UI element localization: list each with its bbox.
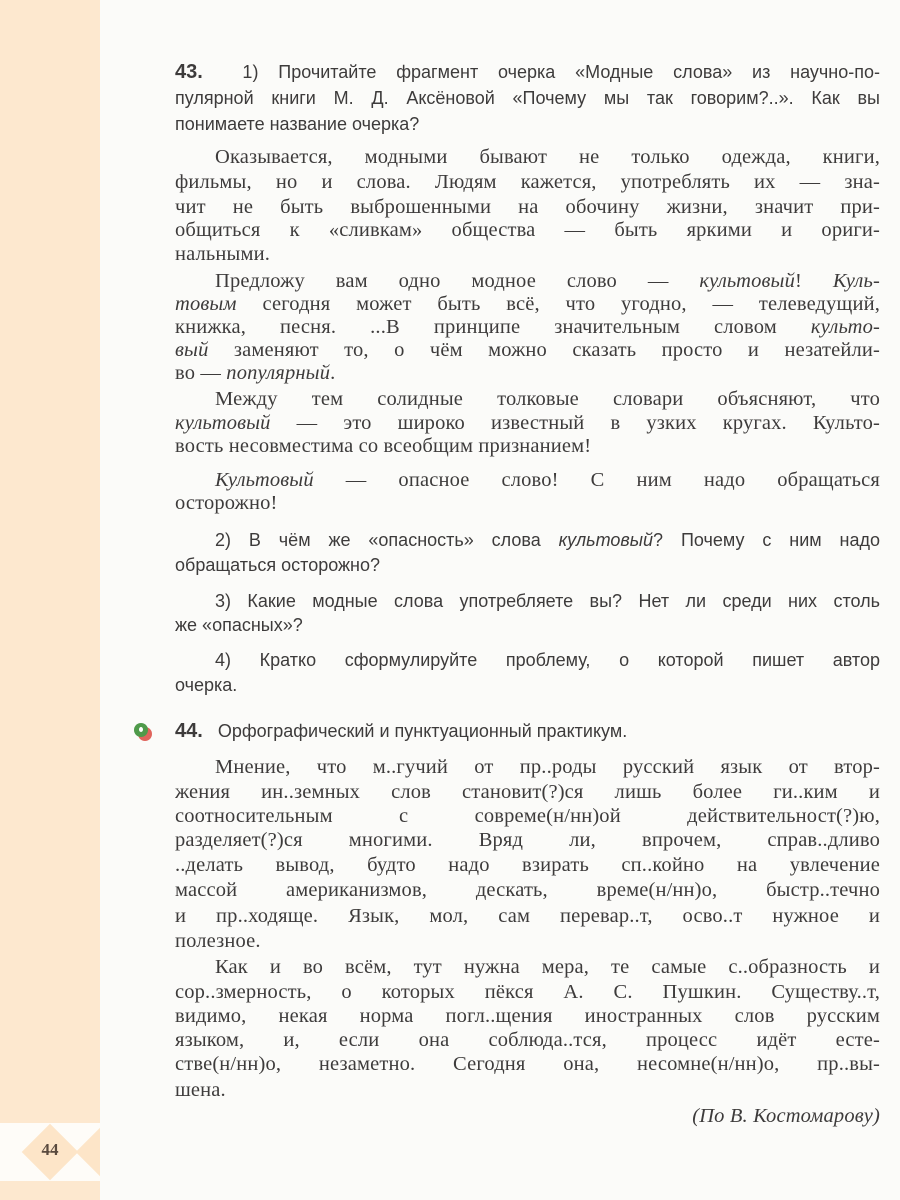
text-segment: 4) Кратко сформулируйте проблему, о которой пишет автор (215, 650, 880, 670)
text-segment: во — (175, 362, 227, 384)
italic-term: вый (175, 339, 209, 361)
text-segment: жения ин..земных слов становит(?)ся лишь более ги..ким и (175, 781, 880, 803)
text-segment: стве(н/нн)о, незаметно. Сегодня она, несомне(н/нн)о, пр..вы- (175, 1053, 880, 1075)
exercise-number: 44. (175, 720, 203, 742)
text-line (175, 827, 880, 853)
text-line (175, 877, 880, 903)
text-segment: . (330, 362, 336, 384)
text-segment: фильмы, но и слова. Людям кажется, употреблять их — зна- (175, 171, 880, 193)
text-line (175, 169, 880, 195)
text-segment: Между тем солидные толковые словари объясняют, что (215, 388, 880, 410)
text-segment: Орфографический и пунктуационный практикум. (202, 721, 628, 741)
italic-term: культовый (175, 412, 271, 434)
italic-term: популярный (226, 362, 331, 384)
page-number: 44 (41, 1140, 59, 1159)
text-line (175, 85, 880, 111)
text-segment: обращаться осторожно? (175, 555, 381, 575)
text-segment: же «опасных»? (175, 615, 303, 635)
text-segment: понимаете название очерка? (175, 114, 420, 134)
text-line (175, 386, 880, 412)
text-segment: общиться к «сливкам» общества — быть яркими и ориги- (175, 219, 880, 241)
text-line (175, 718, 880, 744)
text-line (175, 928, 880, 954)
italic-term: (По В. Костомарову) (692, 1105, 880, 1127)
text-segment: языком, и, если она соблюда..тся, процесс идёт есте- (175, 1029, 880, 1051)
text-segment: и пр..ходяще. Язык, мол, сам перевар..т, осво..т нужное и (175, 905, 880, 927)
text-line (175, 1003, 880, 1029)
text-segment: разделяет(?)ся многими. Вряд ли, впрочем, справ..дливо (175, 829, 880, 851)
page-margin-strip (0, 0, 100, 1200)
text-segment: 3) Какие модные слова употребляете вы? Нет ли среди них столь (215, 591, 880, 611)
text-segment: видимо, некая норма погл..щения иностранных слов русским (175, 1005, 880, 1027)
text-segment: 2) В чём же «опасность» слова (215, 530, 559, 550)
text-segment: шена. (175, 1079, 226, 1101)
text-segment: — это широко известный в узких кругах. Культо- (270, 412, 880, 434)
text-line (175, 241, 880, 267)
text-segment: полезное. (175, 930, 261, 952)
text-line (175, 360, 880, 386)
text-line (175, 527, 880, 553)
text-line (175, 490, 880, 516)
italic-term: культовый (558, 530, 654, 550)
text-line (175, 672, 880, 698)
text-line (175, 647, 880, 673)
text-line (175, 852, 880, 878)
orthography-practice-icon (134, 723, 156, 743)
text-line (175, 433, 880, 459)
text-segment: Как и во всём, тут нужна мера, те самые с..образность и (215, 956, 880, 978)
text-segment: — опасное слово! С ним надо обращаться (313, 469, 880, 491)
italic-term: Культовый (215, 469, 314, 491)
text-segment: Предложу вам одно модное слово — (215, 270, 700, 292)
text-line (175, 779, 880, 805)
text-line (175, 979, 880, 1005)
text-segment: очерка. (175, 675, 238, 695)
text-segment: соотносительным с совреме(н/нн)ой действительност(?)ю, (175, 805, 880, 827)
italic-term: товым (175, 293, 237, 315)
text-segment: сегодня может быть всё, что угодно, — телеведущий, (236, 293, 880, 315)
text-segment: заменяют то, о чём можно сказать просто и незатейли- (208, 339, 880, 361)
text-segment: ? Почему с ним надо (653, 530, 880, 550)
text-segment: нальными. (175, 243, 270, 265)
text-line (175, 954, 880, 980)
italic-term: культовый (699, 270, 795, 292)
text-segment: осторожно! (175, 492, 278, 514)
text-segment: Оказывается, модными бывают не только одежда, книги, (215, 146, 880, 168)
text-segment: чит не быть выброшенными на обочину жизни, значит при- (175, 196, 880, 218)
text-segment: вость несовместима со всеобщим признанием! (175, 435, 592, 457)
text-line (175, 1027, 880, 1053)
exercise-number: 43. (175, 61, 203, 83)
text-segment: сор..змерность, о которых пёкся А. С. Пушкин. Существу..т, (175, 981, 880, 1003)
text-line (175, 1103, 880, 1129)
italic-term: Куль- (832, 270, 880, 292)
text-line (175, 903, 880, 929)
text-line (175, 1077, 880, 1103)
italic-term: культо- (810, 316, 880, 338)
text-segment: 1) Прочитайте фрагмент очерка «Модные слова» из научно-по- (202, 62, 880, 82)
text-segment: ! (794, 270, 833, 292)
text-line (175, 111, 880, 137)
text-line (175, 588, 880, 614)
text-segment: пулярной книги М. Д. Аксёновой «Почему мы так говорим?..». Как вы (175, 88, 880, 108)
text-line (175, 803, 880, 829)
text-segment: книжка, песня. ...В принципе значительным словом (175, 316, 811, 338)
text-segment: ..делать вывод, будто надо взирать сп..койно на увлечение (175, 854, 880, 876)
text-line (175, 612, 880, 638)
text-line (175, 217, 880, 243)
text-line (175, 59, 880, 85)
text-line (175, 144, 880, 170)
text-line (175, 552, 880, 578)
text-line (175, 1051, 880, 1077)
text-segment: массой американизмов, дескать, време(н/нн)о, быстр..течно (175, 879, 880, 901)
text-segment: Мнение, что м..гучий от пр..роды русский язык от втор- (215, 756, 880, 778)
text-line (175, 754, 880, 780)
